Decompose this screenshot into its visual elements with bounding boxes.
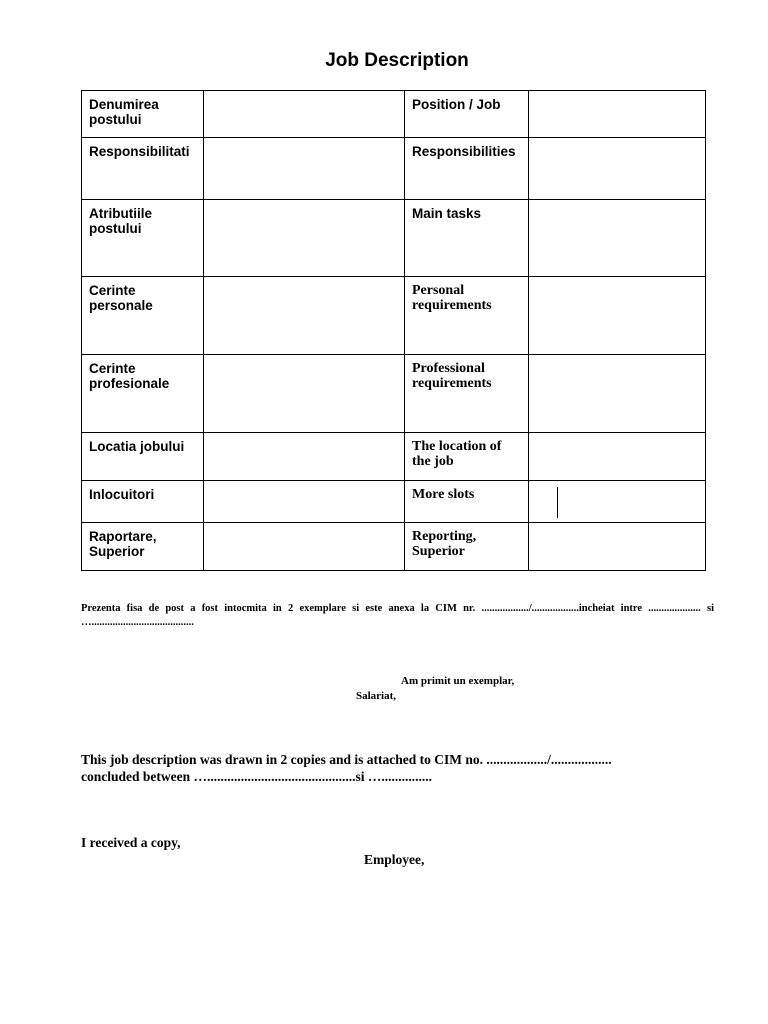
field-position-ro[interactable] — [204, 91, 405, 138]
field-replacements-ro[interactable] — [204, 481, 405, 523]
received-copy-ro: Am primit un exemplar, — [401, 675, 515, 687]
row-label-ro: Responsibilitati — [82, 138, 204, 200]
field-location-en[interactable] — [529, 433, 706, 481]
field-position-en[interactable] — [529, 91, 706, 138]
table-row — [82, 433, 706, 481]
table-row — [82, 200, 706, 277]
statement-en-line1: This job description was drawn in 2 copies and is attached to CIM no. ................../.................. — [81, 752, 612, 767]
row-label-en: Professional requirements — [405, 355, 529, 433]
field-reporting-en[interactable] — [529, 523, 706, 571]
slot-cell[interactable] — [536, 487, 558, 518]
row-label-ro: Locatia jobului — [82, 433, 204, 481]
row-label-ro: Inlocuitori — [82, 481, 204, 523]
field-professional-requirements-ro[interactable] — [204, 355, 405, 433]
employee-label-ro: Salariat, — [356, 690, 397, 702]
field-responsibilities-ro[interactable] — [204, 138, 405, 200]
row-label-en: Position / Job — [405, 91, 529, 138]
row-label-ro: Cerinte profesionale — [82, 355, 204, 433]
table-row — [82, 277, 706, 355]
field-location-ro[interactable] — [204, 433, 405, 481]
table-row — [82, 138, 706, 200]
statement-ro: Prezenta fisa de post a fost intocmita in 2 exemplare si este anexa la CIM nr. ................../..................incheiat intre .................... si …....................................... — [81, 603, 714, 628]
row-label-en: More slots — [405, 481, 529, 523]
row-label-ro: Denumirea postului — [82, 91, 204, 138]
job-description-table — [81, 90, 706, 571]
field-more-slots-en[interactable] — [529, 481, 706, 523]
table-row — [82, 481, 706, 523]
row-label-ro: Raportare, Superior — [82, 523, 204, 571]
field-main-tasks-ro[interactable] — [204, 200, 405, 277]
received-copy-en: I received a copy, — [81, 835, 181, 850]
table-row — [82, 523, 706, 571]
row-label-en: Responsibilities — [405, 138, 529, 200]
row-label-en: Main tasks — [405, 200, 529, 277]
row-label-en: The location of the job — [405, 433, 529, 481]
row-label-ro: Atributiile postului — [82, 200, 204, 277]
field-reporting-ro[interactable] — [204, 523, 405, 571]
statement-en — [81, 751, 721, 785]
field-responsibilities-en[interactable] — [529, 138, 706, 200]
row-label-en: Reporting, Superior — [405, 523, 529, 571]
table-row — [82, 355, 706, 433]
field-personal-requirements-ro[interactable] — [204, 277, 405, 355]
table-row — [82, 91, 706, 138]
field-main-tasks-en[interactable] — [529, 200, 706, 277]
slot-cell[interactable] — [558, 487, 698, 518]
row-label-en: Personal requirements — [405, 277, 529, 355]
row-label-ro: Cerinte personale — [82, 277, 204, 355]
employee-label-en: Employee, — [364, 852, 425, 867]
field-personal-requirements-en[interactable] — [529, 277, 706, 355]
field-professional-requirements-en[interactable] — [529, 355, 706, 433]
statement-en-line2: concluded between …............................................si …............... — [81, 769, 432, 784]
page-title: Job Description — [325, 50, 469, 71]
